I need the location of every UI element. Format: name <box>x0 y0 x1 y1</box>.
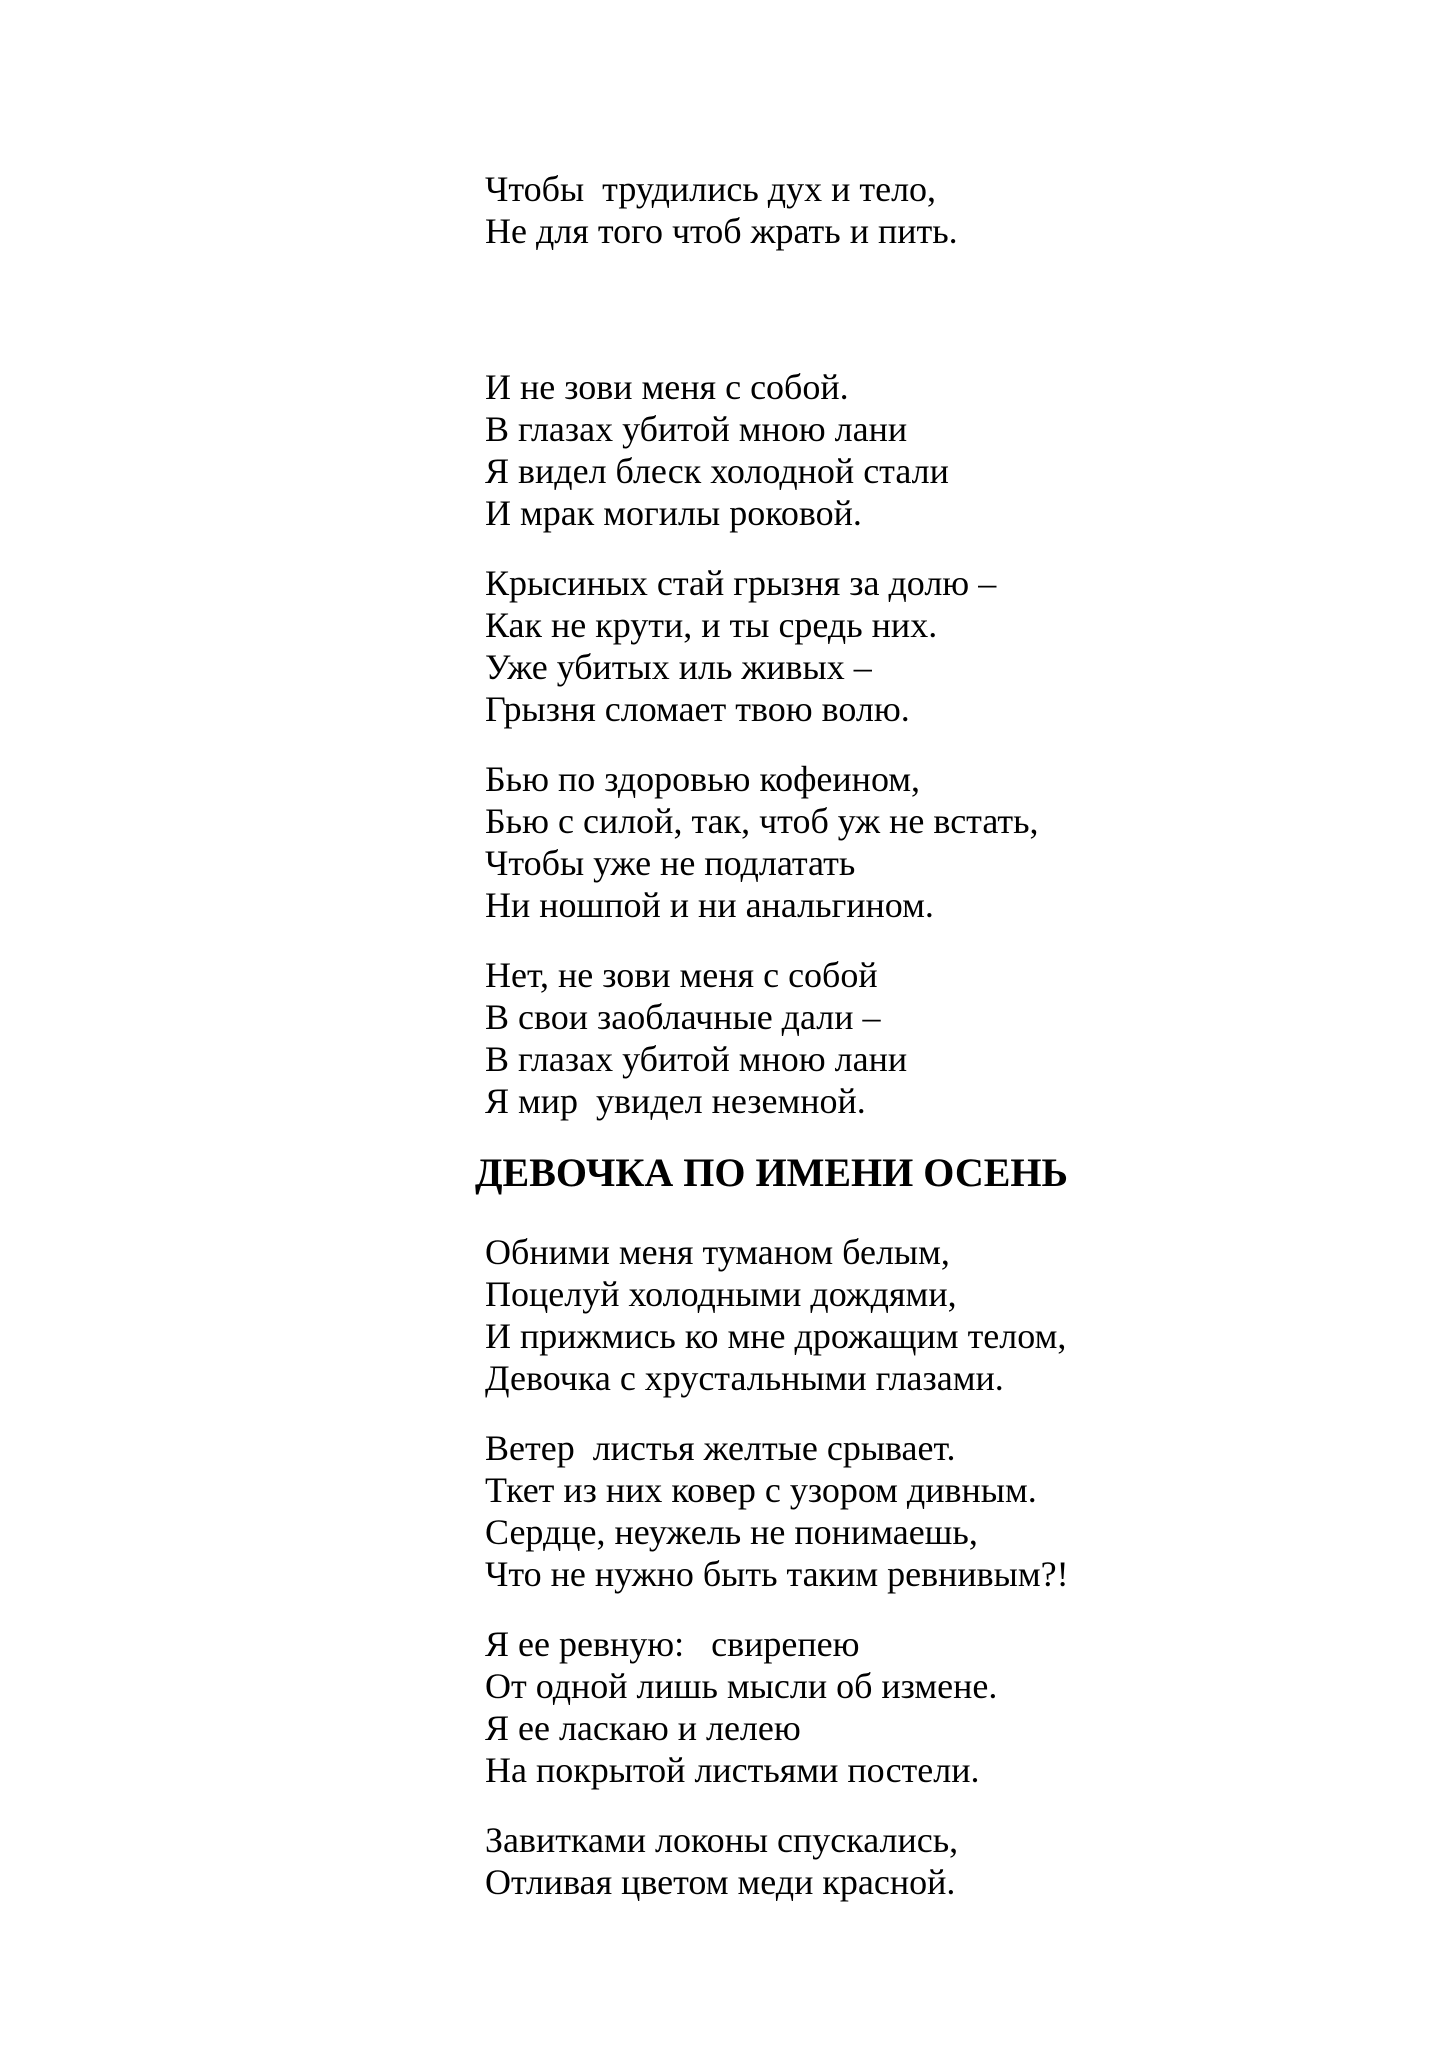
poem-stanza <box>475 562 1115 730</box>
poem-line: Я видел блеск холодной стали <box>485 451 949 491</box>
poem-stanza <box>475 1623 1115 1791</box>
poem-content <box>475 168 1115 1931</box>
poem-stanza <box>475 1819 1115 1903</box>
poem-line: В глазах убитой мною лани <box>485 409 908 449</box>
poem-line: Я ее ласкаю и лелею <box>485 1708 801 1748</box>
poem-line: Обними меня туманом белым, <box>485 1232 950 1272</box>
poem-stanza <box>475 1427 1115 1595</box>
poem-line: Чтобы уже не подлатать <box>485 843 856 883</box>
poem-line: Чтобы трудились дух и тело, <box>485 169 937 209</box>
poem-line: Ветер листья желтые срывает. <box>485 1428 956 1468</box>
poem-line: Крысиных стай грызня за долю – <box>485 563 997 603</box>
poem-line: Сердце, неужель не понимаешь, <box>485 1512 978 1552</box>
poem-line: От одной лишь мысли об измене. <box>485 1666 998 1706</box>
poem-line: И не зови меня с собой. <box>485 367 849 407</box>
poem-line: В глазах убитой мною лани <box>485 1039 908 1079</box>
poem-line: Бью по здоровью кофеином, <box>485 759 921 799</box>
poem-line: Я ее ревную: свирепею <box>485 1624 860 1664</box>
poem-stanza <box>475 758 1115 926</box>
poem-stanza <box>475 1231 1115 1399</box>
poem-line: Поцелуй холодными дождями, <box>485 1274 957 1314</box>
poem-line: Ткет из них ковер с узором дивным. <box>485 1470 1037 1510</box>
poem-line: И мрак могилы роковой. <box>485 493 862 533</box>
poem-line: На покрытой листьями постели. <box>485 1750 980 1790</box>
poem-line: Нет, не зови меня с собой <box>485 955 878 995</box>
poem-line: Что не нужно быть таким ревнивым?! <box>485 1554 1069 1594</box>
poem-line: Ни ношпой и ни анальгином. <box>485 885 934 925</box>
poem-line: Уже убитых иль живых – <box>485 647 872 687</box>
poem-stanza <box>475 168 1115 252</box>
poem-line: Завитками локоны спускались, <box>485 1820 959 1860</box>
poem-line: Грызня сломает твою волю. <box>485 689 910 729</box>
poem-line: Отливая цветом меди красной. <box>485 1862 956 1902</box>
poem-line: Как не крути, и ты средь них. <box>485 605 938 645</box>
poem-line: И прижмись ко мне дрожащим телом, <box>485 1316 1067 1356</box>
poem-line: В свои заоблачные дали – <box>485 997 881 1037</box>
poem-line: Девочка с хрустальными глазами. <box>485 1358 1004 1398</box>
poem-title: ДЕВОЧКА ПО ИМЕНИ ОСЕНЬ <box>475 1150 1068 1195</box>
poem-line: Я мир увидел неземной. <box>485 1081 866 1121</box>
poem-stanza <box>475 954 1115 1122</box>
poem-line: Бью с силой, так, чтоб уж не встать, <box>485 801 1039 841</box>
poem-line: Не для того чтоб жрать и пить. <box>485 211 958 251</box>
poem-stanza <box>475 366 1115 534</box>
